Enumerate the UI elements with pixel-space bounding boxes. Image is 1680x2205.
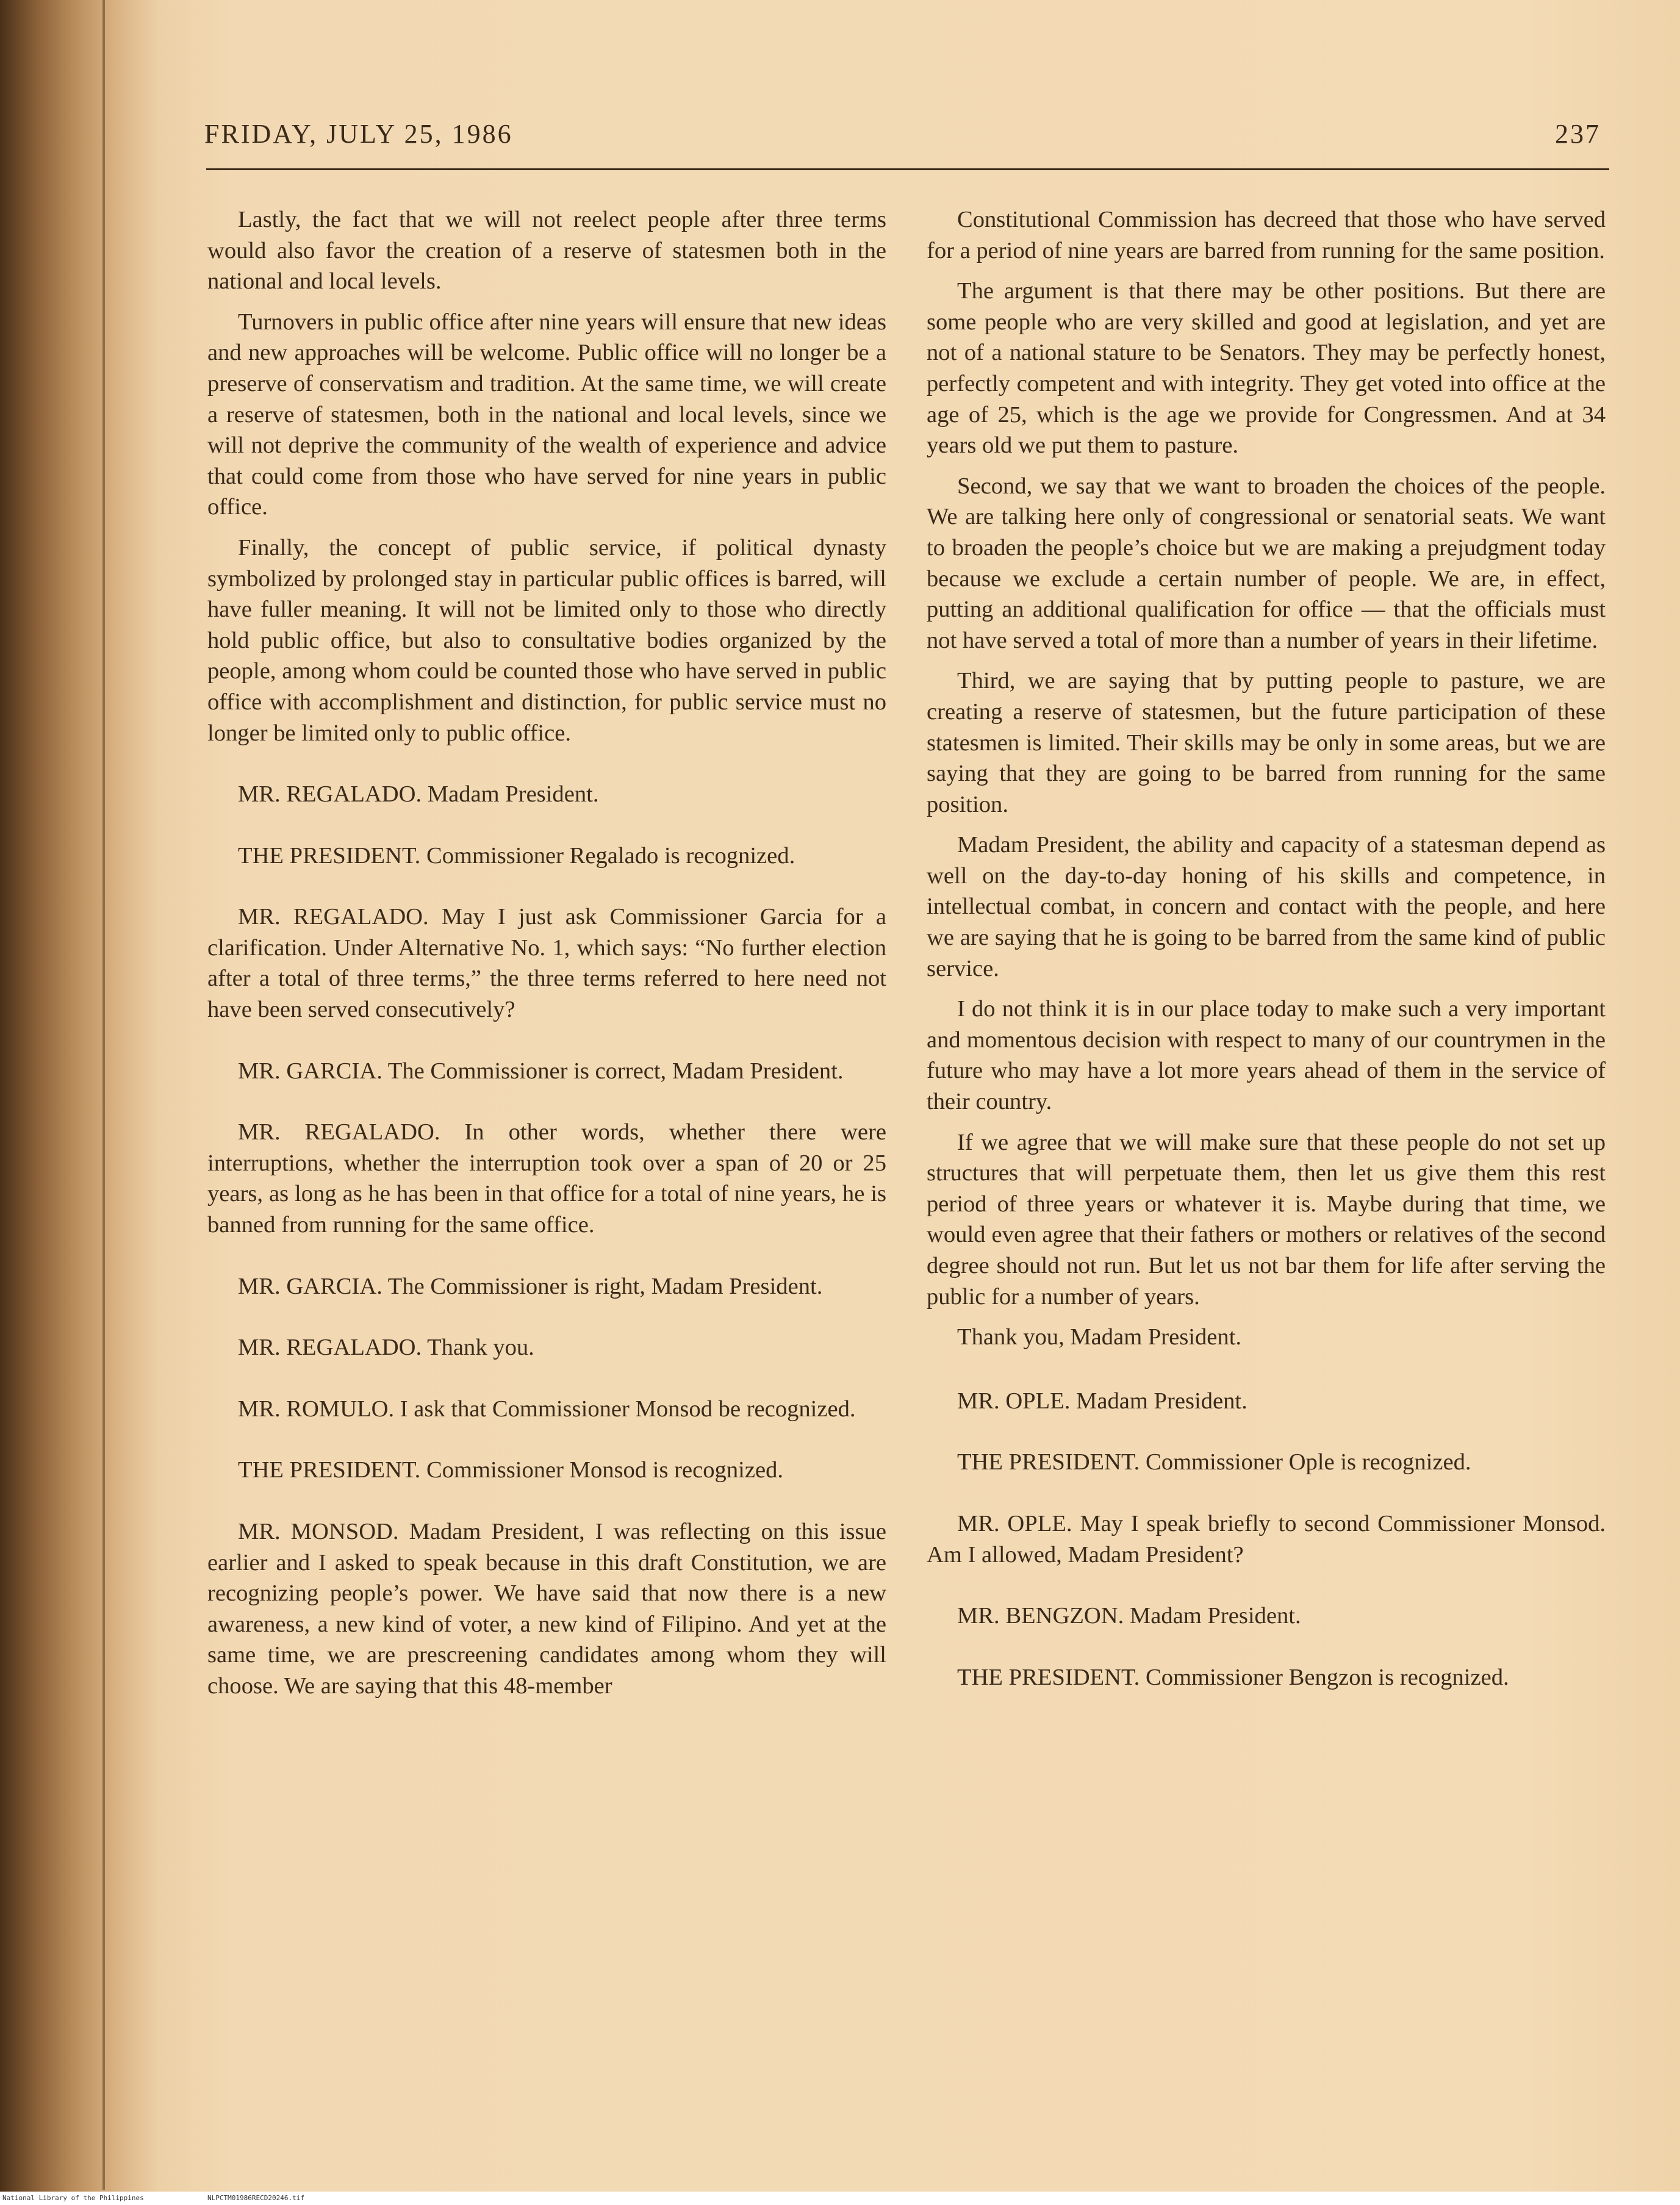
- footer-filename: NLPCTM01986RECD20246.tif: [207, 2194, 304, 2202]
- paragraph: I do not think it is in our place today to make such a very important and momentous decision with respect to many of our countrymen in the future who may have a lot more years ahead of them in the service of their country.: [927, 996, 1606, 1115]
- speaker-line: MR. REGALADO. May I just ask Commissioner Garcia for a clarification. Under Alternative No. 1, which says: “No further election after a total of three terms,” the three terms referred to here need not have been served consecutively?: [207, 904, 886, 1023]
- paragraph: Finally, the concept of public service, if political dynasty symbolized by prolonged stay in particular public offices is barred, will have fuller meaning. It will not be limited only to those who directly hold public office, but also to consultative bodies organized by the people, among whom could be counted those who have served in public office with accomplishment and distinction, for public service must no longer be limited only to public office.: [207, 534, 886, 746]
- paragraph: Constitutional Commission has decreed that those who have served for a period of nine years are barred from running for the same position.: [927, 207, 1606, 264]
- speaker-line: MR. REGALADO. In other words, whether there were interruptions, whether the interruption took over a span of 20 or 25 years, as long as he has been in that office for a total of nine years, he is banned from running for the same office.: [207, 1119, 886, 1238]
- speaker-line: THE PRESIDENT. Commissioner Bengzon is recognized.: [957, 1664, 1509, 1690]
- footer-library: National Library of the Philippines: [2, 2194, 144, 2202]
- paragraph: Lastly, the fact that we will not reelect people after three terms would also favor the creation of a reserve of statesmen both in the national and local levels.: [207, 207, 886, 295]
- scan-footer: [0, 2192, 1680, 2205]
- speaker-line: MR. MONSOD. Madam President, I was reflecting on this issue earlier and I asked to speak because in this draft Constitution, we are recognizing people’s power. We have said that now there is a new awareness, a new kind of voter, a new kind of Filipino. And yet at the same time, we are prescreening candidates among whom they will choose. We are saying that this 48-member: [207, 1519, 886, 1699]
- page-header: [204, 113, 1601, 162]
- speaker-line: MR. OPLE. Madam President.: [957, 1388, 1247, 1414]
- paragraph: Second, we say that we want to broaden the choices of the people. We are talking here only of congressional or senatorial seats. We want to broaden the people’s choice but we are making a prejudgment today because we exclude a certain number of people. We are, in effect, putting an additional qualification for office — that the officials must not have served a total of more than a number of years in their lifetime.: [927, 473, 1606, 653]
- speaker-line: MR. OPLE. May I speak briefly to second Commissioner Monsod. Am I allowed, Madam President?: [927, 1510, 1606, 1568]
- header-rule: [206, 168, 1609, 170]
- speaker-line: THE PRESIDENT. Commissioner Monsod is recognized.: [238, 1457, 784, 1483]
- speaker-line: THE PRESIDENT. Commissioner Ople is recognized.: [957, 1449, 1471, 1475]
- paragraph: Madam President, the ability and capacity of a statesman depend as well on the day-to-day honing of his skills and competence, in intellectual combat, in concern and contact with the people, and here we are saying that he is going to be barred from the same kind of public service.: [927, 832, 1606, 981]
- left-column: [207, 204, 886, 1712]
- paragraph: The argument is that there may be other positions. But there are some people who are very skilled and good at legislation, and yet are not of a national stature to be Senators. They may be perfectly honest, perfectly competent and with integrity. They get voted into office at the age of 25, which is the age we provide for Congressmen. And at 34 years old we put them to pasture.: [927, 278, 1606, 459]
- binding-gutter: [102, 0, 105, 2190]
- speaker-line: MR. GARCIA. The Commissioner is correct, Madam President.: [238, 1058, 844, 1084]
- right-column: [927, 204, 1606, 1702]
- speaker-line: MR. BENGZON. Madam President.: [957, 1603, 1301, 1629]
- speaker-line: MR. ROMULO. I ask that Commissioner Monsod be recognized.: [238, 1396, 856, 1422]
- paragraph: Turnovers in public office after nine years will ensure that new ideas and new approaches will be welcome. Public office will no longer be a preserve of conservatism and tradition. At the same time, we will create a reserve of statesmen, both in the national and local levels, since we will not deprive the community of the wealth of experience and advice that could come from those who have served for nine years in public office.: [207, 309, 886, 520]
- page-number: 237: [1555, 119, 1601, 149]
- paragraph: If we agree that we will make sure that these people do not set up structures that will perpetuate them, then let us give them this rest period of three years or whatever it is. Maybe during that time, we would even agree that their fathers or mothers or relatives of the second degree should not run. But let us not bar them for life after serving the public for a number of years.: [927, 1129, 1606, 1310]
- speaker-line: THE PRESIDENT. Commissioner Regalado is recognized.: [238, 842, 795, 869]
- paragraph: Thank you, Madam President.: [957, 1324, 1242, 1350]
- speaker-line: MR. GARCIA. The Commissioner is right, Madam President.: [238, 1273, 823, 1299]
- speaker-line: MR. REGALADO. Thank you.: [238, 1335, 534, 1361]
- header-date: FRIDAY, JULY 25, 1986: [204, 119, 513, 149]
- speaker-line: MR. REGALADO. Madam President.: [238, 781, 599, 808]
- paragraph: Third, we are saying that by putting people to pasture, we are creating a reserve of statesmen, but the future participation of these statesmen is limited. Their skills may be only in some areas, but we are saying that they are going to be barred from running for the same position.: [927, 668, 1606, 817]
